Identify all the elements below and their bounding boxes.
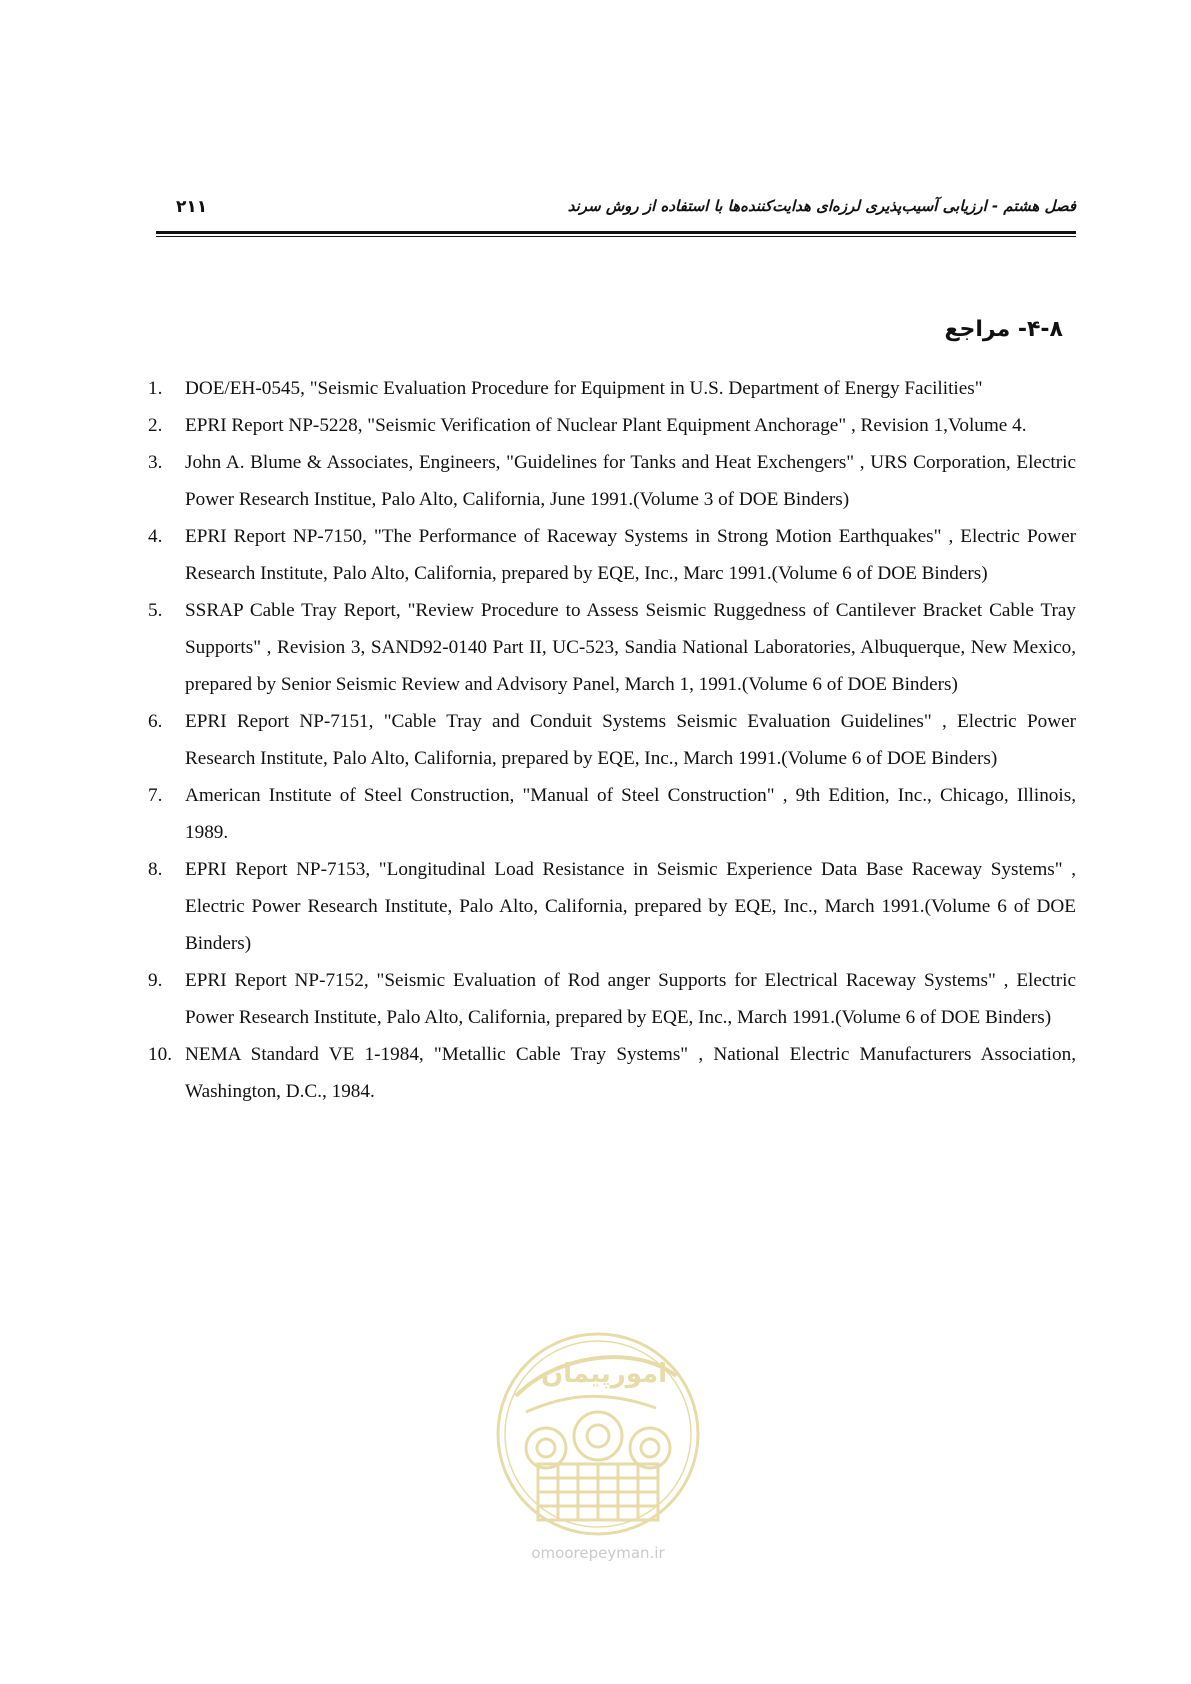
reference-number: 3. [148,452,163,473]
reference-text: SSRAP Cable Tray Report, "Review Procedure to Assess Seismic Ruggedness of Cantilever Bracket Cable Tray Supports" , Revision 3, SAND92-0140 Part II, UC-523, Sandia National Laboratories, Albuquerque, New Mexico, prepared by Senior Seismic Review and Advisory Panel, March 1, 1991.(Volume 6 of DOE Binders) [185,600,1076,695]
reference-text: NEMA Standard VE 1-1984, "Metallic Cable Tray Systems" , National Electric Manufacturers Association, Washington, D.C., 1984. [185,1044,1076,1102]
reference-item [148,703,1076,777]
reference-item [148,962,1076,1036]
watermark-logo [486,1324,710,1568]
page-number: ۲۱۱ [176,197,208,217]
running-head: فصل هشتم - ارزیابی آسیب‌پذیری لرزه‌ای هدایت‌کننده‌ها با استفاده از روش سرند [567,197,1076,215]
reference-number: 8. [148,859,163,880]
page-header [156,197,1076,223]
reference-text: EPRI Report NP-7153, "Longitudinal Load Resistance in Seismic Experience Data Base Raceway Systems" , Electric Power Research Institute, Palo Alto, California, prepared by EQE, Inc., March 1991.(Volume 6 of DOE Binders) [185,859,1076,954]
reference-item [148,851,1076,962]
reference-text: EPRI Report NP-5228, "Seismic Verification of Nuclear Plant Equipment Anchorage" , Revision 1,Volume 4. [185,415,1027,436]
reference-number: 9. [148,970,163,991]
reference-number: 10. [148,1044,172,1065]
reference-item [148,370,1076,407]
reference-item [148,777,1076,851]
reference-number: 6. [148,711,163,732]
watermark-seal-icon [486,1324,710,1544]
reference-text: DOE/EH-0545, "Seismic Evaluation Procedure for Equipment in U.S. Department of Energy Facilities" [185,378,983,399]
reference-text: EPRI Report NP-7152, "Seismic Evaluation of Rod anger Supports for Electrical Raceway Systems" , Electric Power Research Institute, Palo Alto, California, prepared by EQE, Inc., March 1991.(Volume 6 of DOE Binders) [185,970,1076,1028]
reference-text: John A. Blume & Associates, Engineers, "Guidelines for Tanks and Heat Exchengers" , URS Corporation, Electric Power Research Institue, Palo Alto, California, June 1991.(Volume 3 of DOE Binders) [185,452,1076,510]
reference-text: EPRI Report NP-7150, "The Performance of Raceway Systems in Strong Motion Earthquakes" , Electric Power Research Institute, Palo Alto, California, prepared by EQE, Inc., Marc 1991.(Volume 6 of DOE Binders) [185,526,1076,584]
header-rule [156,231,1076,238]
reference-number: 4. [148,526,163,547]
reference-number: 5. [148,600,163,621]
watermark-url: omoorepeyman.ir [531,1544,665,1562]
reference-item [148,407,1076,444]
reference-number: 1. [148,378,163,399]
reference-list [148,370,1076,1110]
reference-text: EPRI Report NP-7151, "Cable Tray and Conduit Systems Seismic Evaluation Guidelines" , Electric Power Research Institute, Palo Alto, California, prepared by EQE, Inc., March 1991.(Volume 6 of DOE Binders) [185,711,1076,769]
reference-text: American Institute of Steel Construction, "Manual of Steel Construction" , 9th Edition, Inc., Chicago, Illinois, 1989. [185,785,1076,843]
reference-item [148,592,1076,703]
reference-item [148,444,1076,518]
reference-number: 2. [148,415,163,436]
reference-number: 7. [148,785,163,806]
reference-item [148,518,1076,592]
section-title: ۴-۸- مراجع [944,317,1063,342]
reference-item [148,1036,1076,1110]
watermark-logo-text: امورپیمان [540,1359,668,1389]
